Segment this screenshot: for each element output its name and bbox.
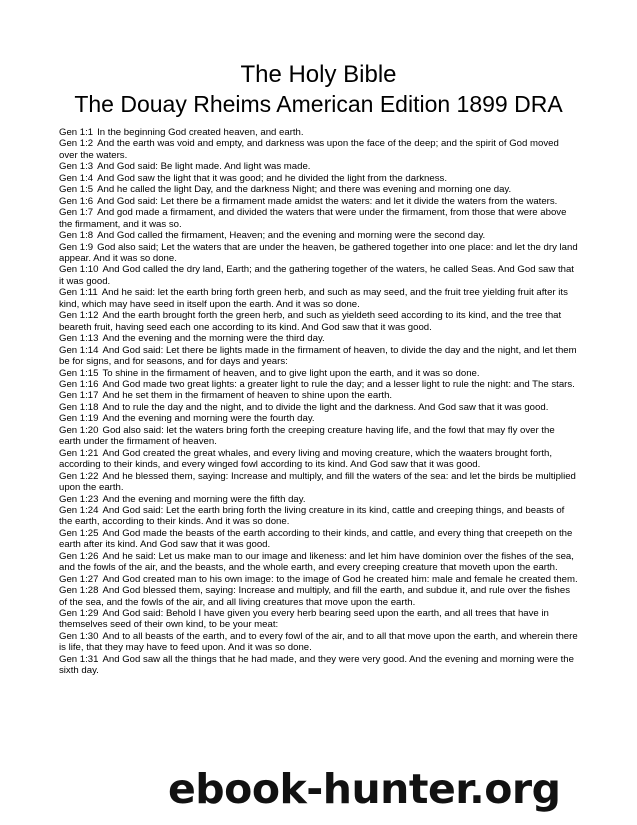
verse-reference: Gen 1:1 <box>59 127 94 138</box>
verse-text: And God saw the light that it was good; and he divided the light from the darkness. <box>97 172 447 184</box>
verse-reference: Gen 1:6 <box>59 195 94 207</box>
verse-reference: Gen 1:29 <box>59 608 99 620</box>
verse-text: And the earth brought forth the green herb, and such as yieldeth seed according to its kind, and the tree that beareth fruit, having seed each one according to its kind. And God saw that it was good. <box>59 310 562 333</box>
watermark-text: ebook-hunter.org <box>168 765 561 813</box>
verse-reference: Gen 1:21 <box>59 447 99 459</box>
verse-reference: Gen 1:26 <box>59 550 99 562</box>
verse-text: And he said: Let us make man to our image and likeness: and let him have dominion over the fishes of the sea, and the fowls of the air, and the beasts, and the whole earth, and every creeping creature that moveth upon the earth. <box>59 550 574 574</box>
verse-2 <box>59 138 579 161</box>
verse-reference: Gen 1:11 <box>59 287 98 299</box>
verse-10 <box>59 264 579 287</box>
verse-text: And the evening and morning were the fourth day. <box>102 413 315 425</box>
document-subtitle: The Douay Rheims American Edition 1899 DRA <box>74 91 563 117</box>
verse-reference: Gen 1:18 <box>59 401 99 413</box>
verse-9 <box>59 242 579 265</box>
verse-text: To shine in the firmament of heaven, and to give light upon the earth, and it was so done. <box>102 367 480 379</box>
verse-reference: Gen 1:13 <box>59 333 99 345</box>
verse-1 <box>59 127 579 138</box>
verse-30 <box>59 631 579 654</box>
verse-reference: Gen 1:7 <box>59 207 94 219</box>
verse-text: And God saw all the things that he had made, and they were very good. And the evening and morning were the sixth day. <box>59 653 574 677</box>
document-title: The Holy Bible <box>240 61 397 88</box>
verse-text: God also said; Let the waters that are under the heaven, be gathered together into one place: and let the dry land appear. And it was so done. <box>59 241 578 264</box>
verse-text: And God created man to his own image: to the image of God he created him: male and female he created them. <box>102 573 578 585</box>
verse-reference: Gen 1:27 <box>59 573 99 585</box>
verse-text: In the beginning God created heaven, and earth. <box>97 127 304 138</box>
verse-text: And God said: Let the earth bring forth the living creature in its kind, cattle and creeping things, and beasts of the earth, according to their kinds. And it was so done. <box>59 504 565 528</box>
verse-13 <box>59 333 579 344</box>
verse-text: And god made a firmament, and divided the waters that were under the firmament, from those that were above the firmament, and it was so. <box>59 207 567 230</box>
verse-16 <box>59 379 579 390</box>
verse-17 <box>59 390 579 401</box>
verse-14 <box>59 345 579 368</box>
verse-3 <box>59 161 579 172</box>
verse-15 <box>59 368 579 379</box>
verse-text: And the evening and morning were the fifth day. <box>102 493 306 505</box>
verse-reference: Gen 1:5 <box>59 184 94 196</box>
verse-29 <box>59 608 579 631</box>
verse-31 <box>59 654 579 677</box>
verse-5 <box>59 184 579 195</box>
verse-25 <box>59 528 579 551</box>
verse-list <box>59 127 579 677</box>
verse-reference: Gen 1:14 <box>59 344 99 356</box>
verse-text: And God created the great whales, and every living and moving creature, which the waaters brought forth, according to their kinds, and every winged fowl according to its kind. And God saw that it was good. <box>59 447 553 471</box>
verse-reference: Gen 1:23 <box>59 493 99 505</box>
verse-text: And God said: Be light made. And light was made. <box>97 161 311 173</box>
verse-text: And to rule the day and the night, and to divide the light and the darkness. And God saw that it was good. <box>102 401 549 413</box>
verse-reference: Gen 1:17 <box>59 390 99 402</box>
verse-text: And he set them in the firmament of heaven to shine upon the earth. <box>102 390 393 402</box>
verse-4 <box>59 173 579 184</box>
verse-reference: Gen 1:2 <box>59 138 94 150</box>
verse-reference: Gen 1:31 <box>59 653 99 665</box>
verse-21 <box>59 448 579 471</box>
verse-27 <box>59 574 579 585</box>
verse-text: And God said: Let there be a firmament made amidst the waters: and let it divide the waters from the waters. <box>97 195 558 207</box>
verse-reference: Gen 1:8 <box>59 230 94 242</box>
verse-text: And God said: Behold I have given you every herb bearing seed upon the earth, and all trees that have in themselves seed of their own kind, to be your meat: <box>59 608 549 631</box>
verse-text: And the evening and the morning were the third day. <box>102 333 325 345</box>
verse-11 <box>59 287 579 310</box>
verse-text: And he called the light Day, and the darkness Night; and there was evening and morning one day. <box>97 184 512 196</box>
verse-7 <box>59 207 579 230</box>
verse-text: And he blessed them, saying: Increase and multiply, and fill the waters of the sea: and let the birds be multiplied upon the earth. <box>59 470 576 494</box>
verse-text: And God made two great lights: a greater light to rule the day; and a lesser light to rule the night: and The stars. <box>102 378 575 390</box>
verse-22 <box>59 471 579 494</box>
verse-reference: Gen 1:3 <box>59 161 94 173</box>
verse-reference: Gen 1:30 <box>59 630 99 642</box>
verse-reference: Gen 1:19 <box>59 413 99 425</box>
verse-text: And God blessed them, saying: Increase and multiply, and fill the earth, and subdue it, and rule over the fishes of the sea, and the fowls of the air, and all living creatures that move upon the earth. <box>59 585 571 608</box>
verse-23 <box>59 494 579 505</box>
verse-12 <box>59 310 579 333</box>
verse-reference: Gen 1:15 <box>59 367 99 379</box>
verse-reference: Gen 1:22 <box>59 470 99 482</box>
verse-19 <box>59 413 579 424</box>
verse-8 <box>59 230 579 241</box>
verse-text: And God said: Let there be lights made in the firmament of heaven, to divide the day and the night, and let them be for signs, and for seasons, and for days and years: <box>59 344 577 368</box>
verse-reference: Gen 1:12 <box>59 310 99 322</box>
verse-reference: Gen 1:10 <box>59 264 99 276</box>
verse-reference: Gen 1:25 <box>59 527 99 539</box>
verse-reference: Gen 1:24 <box>59 504 99 516</box>
verse-text: And to all beasts of the earth, and to every fowl of the air, and to all that move upon the earth, and wherein there is life, that they may have to feed upon. And it was so done. <box>59 630 578 654</box>
verse-reference: Gen 1:16 <box>59 378 99 390</box>
verse-text: God also said: let the waters bring forth the creeping creature having life, and the fowl that may fly over the earth under the firmament of heaven. <box>59 424 555 448</box>
verse-18 <box>59 402 579 413</box>
verse-20 <box>59 425 579 448</box>
verse-reference: Gen 1:20 <box>59 424 99 436</box>
verse-reference: Gen 1:9 <box>59 241 94 253</box>
verse-text: And God called the dry land, Earth; and the gathering together of the waters, he called Seas. And God saw that it was good. <box>59 264 574 287</box>
verse-text: And God made the beasts of the earth according to their kinds, and cattle, and every thing that creepeth on the earth after its kind. And God saw that it was good. <box>59 527 573 551</box>
verse-reference: Gen 1:28 <box>59 585 99 597</box>
verse-28 <box>59 585 579 608</box>
verse-text: And the earth was void and empty, and darkness was upon the face of the deep; and the spirit of God moved over the waters. <box>59 138 559 161</box>
verse-text: And God called the firmament, Heaven; and the evening and morning were the second day. <box>97 230 486 242</box>
verse-24 <box>59 505 579 528</box>
verse-reference: Gen 1:4 <box>59 172 94 184</box>
verse-text: And he said: let the earth bring forth green herb, and such as may seed, and the fruit tree yielding fruit after its kind, which may have seed in itself upon the earth. And it was so done. <box>59 287 568 310</box>
verse-26 <box>59 551 579 574</box>
verse-6 <box>59 196 579 207</box>
